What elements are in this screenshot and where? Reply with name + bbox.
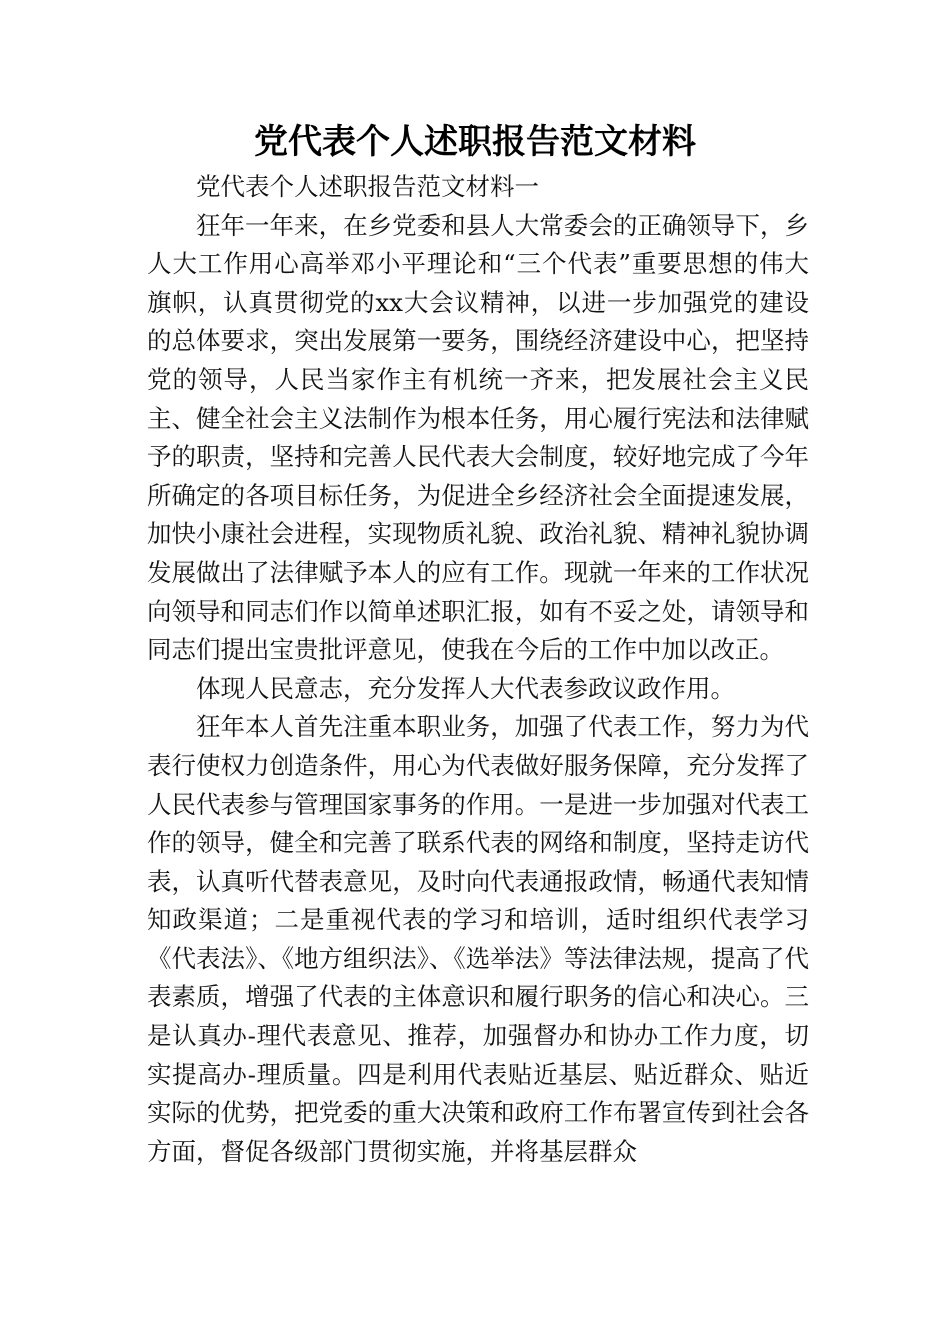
paragraph: 狂年本人首先注重本职业务，加强了代表工作，努力为代表行使权力创造条件，用心为代表做好服务保障，充分发挥了人民代表参与管理国家事务的作用。一是进一步加强对代表工作的领导，健全和完善了联系代表的网络和制度，坚持走访代表，认真听代替表意见，及时向代表通报政情，畅通代表知情知政渠道；二是重视代表的学习和培训，适时组织代表学习《代表法》、《地方组织法》、《选举法》等法律法规，提高了代表素质，增强了代表的主体意识和履行职务的信心和决心。三是认真办-理代表意见、推荐，加强督办和协办工作力度，切实提高办-理质量。四是利用代表贴近基层、贴近群众、贴近实际的优势，把党委的重大决策和政府工作布署宣传到社会各方面，督促各级部门贯彻实施，并将基层群众	[147, 712, 809, 1166]
document-title: 党代表个人述职报告范文材料	[254, 122, 696, 162]
paragraph-heading: 体现人民意志，充分发挥人大代表参政议政作用。	[196, 673, 735, 703]
paragraph-subtitle: 党代表个人述职报告范文材料一	[196, 172, 539, 201]
document-body	[147, 168, 809, 1171]
paragraph: 狂年一年来，在乡党委和县人大常委会的正确领导下，乡人大工作用心高举邓小平理论和“三个代表”重要思想的伟大旗帜，认真贯彻党的xx大会议精神，以进一步加强党的建设的总体要求，突出发展第一要务，围绕经济建设中心，把坚持党的领导，人民当家作主有机统一齐来，把发展社会主义民主、健全社会主义法制作为根本任务，用心履行宪法和法律赋予的职责，坚持和完善人民代表大会制度，较好地完成了今年所确定的各项目标任务，为促进全乡经济社会全面提速发展，加快小康社会进程，实现物质礼貌、政治礼貌、精神礼貌协调发展做出了法律赋予本人的应有工作。现就一年来的工作状况向领导和同志们作以简单述职汇报，如有不妥之处，请领导和同志们提出宝贵批评意见，使我在今后的工作中加以改正。	[147, 210, 809, 665]
